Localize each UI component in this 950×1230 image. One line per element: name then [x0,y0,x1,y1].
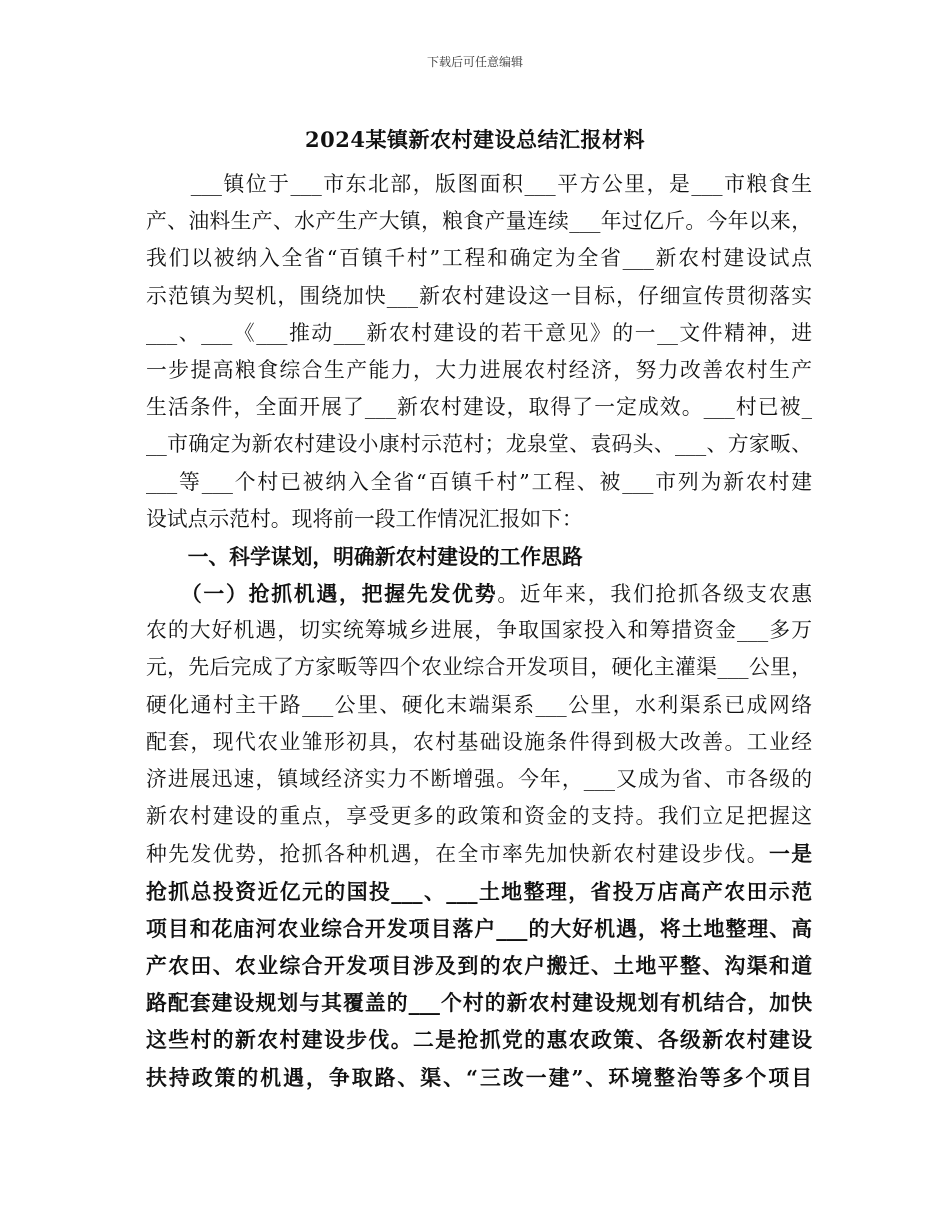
bold-paragraph-line: 这些村的新农村建设步伐。二是抢抓党的惠农政策、各级新农村建设 [146,1027,812,1053]
paragraph-line: 硬化通村主干路___公里、硬化末端渠系___公里，水利渠系已成网络 [146,692,812,717]
paragraph-line: 农的大好机遇，切实统筹城乡进展，争取国家投入和筹措资金___多万 [146,618,812,643]
paragraph-line-mixed [146,835,812,872]
bold-paragraph-line: 抢抓总投资近亿元的国投___、___土地整理，省投万店高产农田示范 [146,878,812,904]
paragraph-line: 济进展迅速，镇域经济实力不断增强。今年，___又成为省、市各级的 [146,767,812,791]
section-heading: 一、科学谋划，明确新农村建设的工作思路 [146,543,583,569]
intro-line: ___、___《___推动___新农村建设的若干意见》的一__文件精神，进 [146,320,812,345]
mixed-bold-text: 一是 [768,841,812,867]
paragraph-line: 新农村建设的重点，享受更多的政策和资金的支持。我们立足把握这 [146,804,812,829]
intro-line: 设试点示范村。现将前一段工作情况汇报如下： [146,506,583,531]
intro-line: 生活条件，全面开展了___新农村建设，取得了一定成效。___村已被_ [146,395,812,420]
paragraph-line: 配套，现代农业雏形初具，农村基础设施条件得到极大改善。工业经 [146,729,812,754]
intro-line: ___镇位于___市东北部，版图面积___平方公里，是___市粮食生 [146,172,812,196]
document-body [146,166,812,1096]
intro-line: __市确定为新农村建设小康村示范村；龙泉堂、袁码头、___、方家畈、 [146,432,812,457]
document-title: 2024某镇新农村建设总结汇报材料 [305,127,645,152]
intro-line: 我们以被纳入全省“百镇千村”工程和确定为全省___新农村建设试点 [146,246,812,271]
subsection-heading: （一）抢抓机遇，把握先发优势 [146,581,498,607]
subsection-line [146,575,812,612]
bold-paragraph-line: 扶持政策的机遇，争取路、渠、“三改一建”、环境整治等多个项目 [146,1064,812,1090]
paragraph-line: 元，先后完成了方家畈等四个农业综合开发项目，硬化主灌渠___公里， [146,655,812,680]
mixed-normal-text: 种先发优势，抢抓各种机遇，在全市率先加快新农村建设步伐。 [146,842,769,867]
bold-paragraph-line: 项目和花庙河农业综合开发项目落户___的大好机遇，将土地整理、高 [146,915,812,941]
intro-line: ___等___个村已被纳入全省“百镇千村”工程、被___市列为新农村建 [146,469,812,494]
bold-paragraph-line: 产农田、农业综合开发项目涉及到的农户搬迁、土地平整、沟渠和道 [146,952,812,978]
intro-line: 一步提高粮食综合生产能力，大力进展农村经济，努力改善农村生产 [146,357,812,382]
bold-paragraph-line: 路配套建设规划与其覆盖的___个村的新农村建设规划有机结合，加快 [146,990,812,1016]
header-note: 下载后可任意编辑 [426,55,523,69]
subsection-lead: 。近年来，我们抢抓各级支农惠 [497,582,812,607]
intro-line: 产、油料生产、水产生产大镇，粮食产量连续___年过亿斤。今年以来， [146,209,812,234]
intro-line: 示范镇为契机，围绕加快___新农村建设这一目标，仔细宣传贯彻落实 [146,283,812,308]
